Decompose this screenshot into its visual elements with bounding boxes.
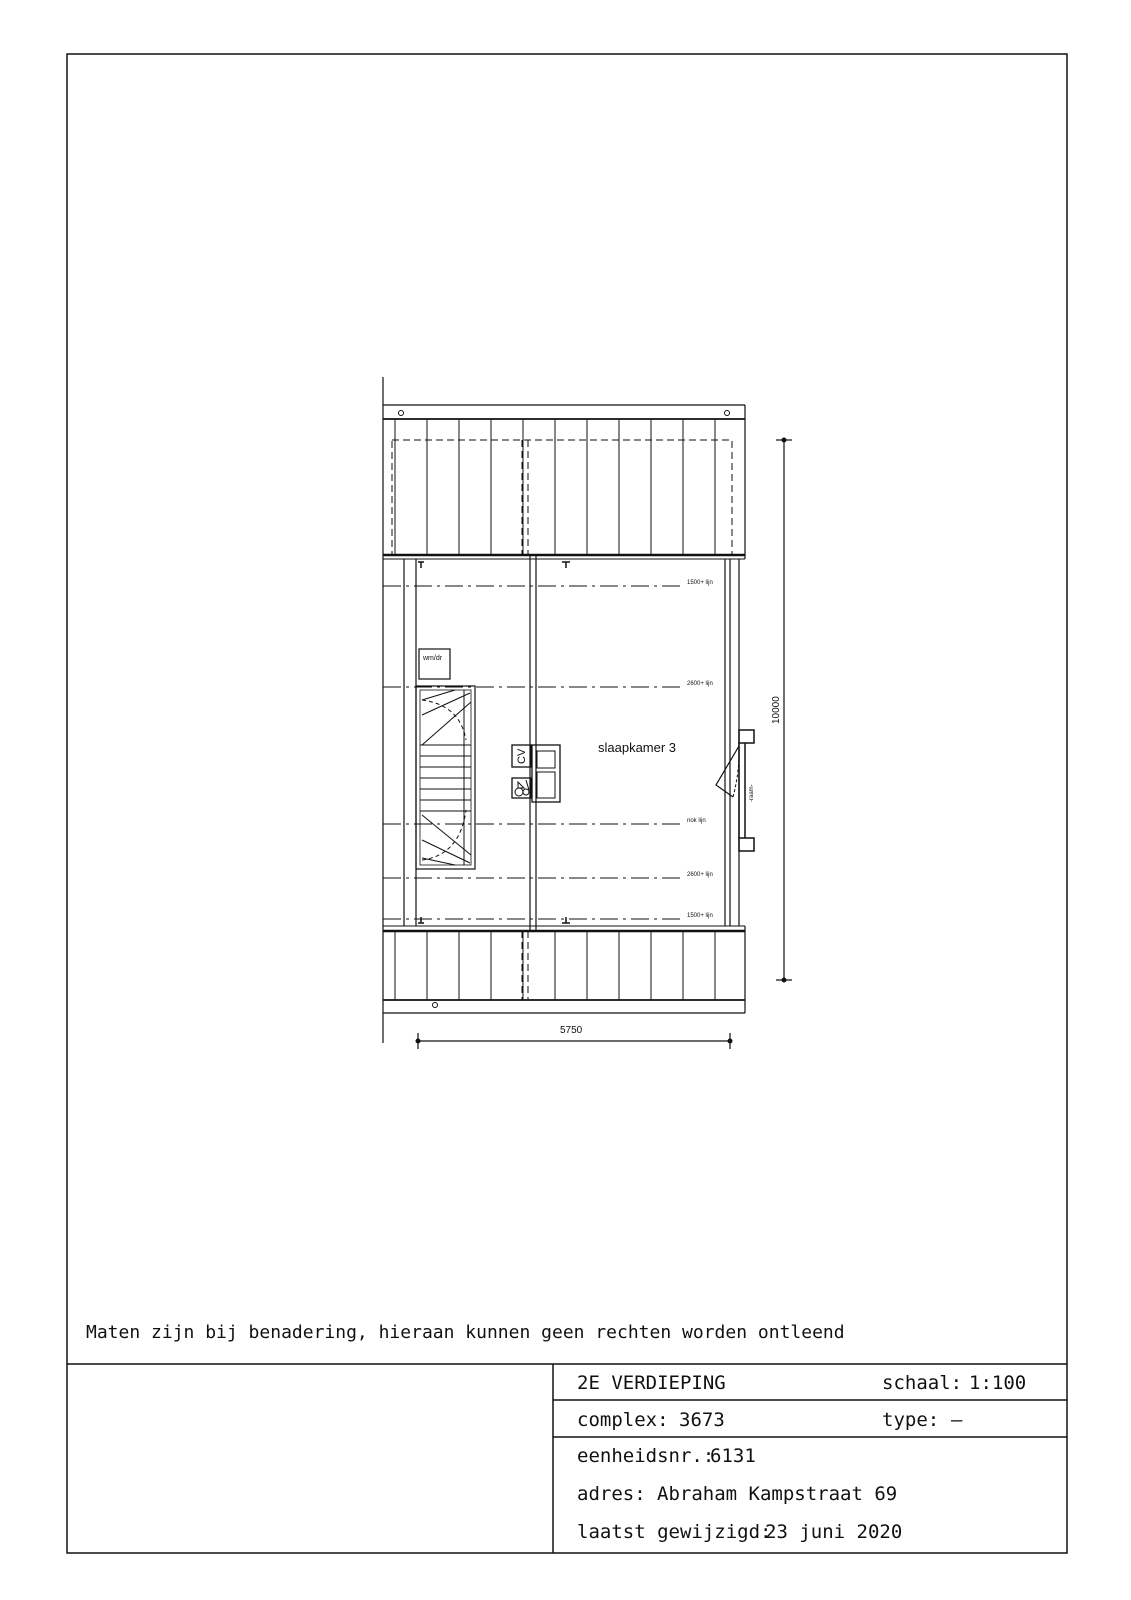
bottom-roof-section bbox=[383, 926, 745, 1013]
height-line-label: nok lijn bbox=[687, 818, 706, 824]
storage-box bbox=[419, 649, 450, 679]
disclaimer-text: Maten zijn bij benadering, hieraan kunnen geen rechten worden ontleend bbox=[86, 1322, 845, 1343]
staircase bbox=[416, 686, 475, 869]
top-roof-section bbox=[383, 405, 745, 559]
height-line-label: 1500+ lijn bbox=[687, 580, 713, 586]
complex-label: complex: bbox=[577, 1409, 669, 1431]
complex-value: 3673 bbox=[679, 1409, 725, 1431]
cv-label: CV bbox=[516, 748, 528, 764]
scale-label: schaal: bbox=[882, 1372, 963, 1394]
room-label: slaapkamer 3 bbox=[598, 740, 677, 755]
floor-title: 2E VERDIEPING bbox=[577, 1372, 726, 1394]
storage-label: wm/dr bbox=[423, 655, 443, 662]
modified-value: 23 juni 2020 bbox=[765, 1521, 903, 1543]
height-line-label: 1500+ lijn bbox=[687, 913, 713, 919]
unit-label: eenheidsnr.: bbox=[577, 1445, 715, 1467]
window-label: -raam- bbox=[749, 784, 755, 802]
address-value: Abraham Kampstraat 69 bbox=[657, 1483, 898, 1505]
type-value: – bbox=[951, 1409, 963, 1431]
unit-value: 6131 bbox=[710, 1445, 756, 1467]
address-label: adres: bbox=[577, 1483, 646, 1505]
type-label: type: bbox=[882, 1409, 940, 1431]
depth-dimension-label: 10000 bbox=[771, 696, 782, 724]
floor-plan bbox=[383, 377, 792, 1049]
modified-label: laatst gewijzigd: bbox=[577, 1521, 772, 1543]
scale-value: 1:100 bbox=[969, 1372, 1027, 1394]
width-dimension-label: 5750 bbox=[560, 1025, 583, 1036]
height-line-label: 2600+ lijn bbox=[687, 872, 713, 878]
height-line-label: 2600+ lijn bbox=[687, 681, 713, 687]
